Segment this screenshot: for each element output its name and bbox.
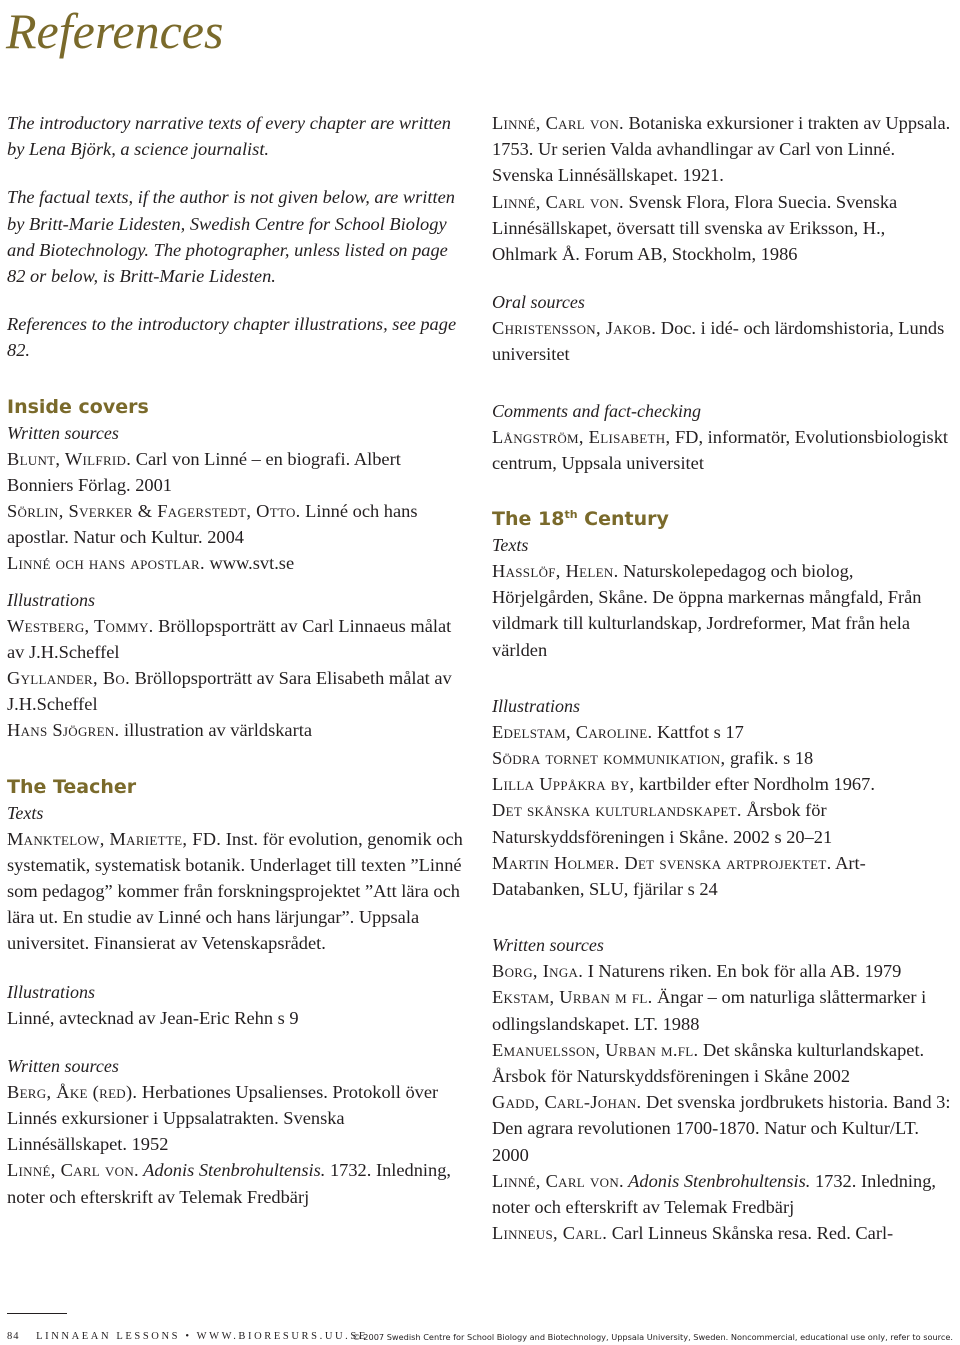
reference-author: Sörlin, Sverker & Fagerstedt, Otto. <box>7 501 301 522</box>
subheading-illustrations: Illustrations <box>7 981 96 1002</box>
reference-author: Det skånska kulturlandskapet. <box>492 800 742 821</box>
reference-text: 1732. Inledning, noter och efterskrift av Telemak Fredbärj <box>7 1160 452 1207</box>
subheading-written-sources: Written sources <box>492 935 604 956</box>
reference-list <box>492 958 954 1246</box>
reference-text: Art-Databanken, SLU, fjärilar s 24 <box>492 852 866 900</box>
reference-text: grafik. s 18 <box>725 748 814 769</box>
reference-text: Det skånska kulturlandskapet. Årsbok för Naturskyddsföreningen i Skåne 2002 <box>492 1039 925 1087</box>
subheading-written-sources: Written sources <box>7 1055 119 1076</box>
reference-entry <box>492 189 954 268</box>
section-heading-18th-century: The 18th Century <box>492 508 669 531</box>
reference-author: Hans Sjögren. <box>7 720 120 741</box>
reference-text: FD, informatör, Evolutionsbiologiskt centrum, Uppsala universitet <box>492 426 949 473</box>
reference-author: Linné, Carl von. <box>492 191 624 212</box>
reference-entry <box>7 1079 469 1158</box>
reference-list <box>492 719 954 902</box>
reference-text: Det svenska jordbrukets historia. Band 3: Den agrara revolutionen 1700-1870. Natur och Kultur/LT. 2000 <box>492 1092 951 1165</box>
reference-author: Gyllander, Bo. <box>7 668 130 689</box>
reference-author: Gadd, Carl-Johan. <box>492 1092 642 1113</box>
reference-entry <box>492 315 954 367</box>
reference-text: Inst. för evolution, genomik och systematik, systematisk botanik. Underlaget till texten ”Linné som pedagog” kommer från forskningsprojektet ”Att lära och lära ut. En studie av Linné och hans lärjungar”. Uppsala universitet. Finansierat av Vetenskapsrådet. <box>7 828 463 954</box>
page-number: 84 <box>7 1331 20 1342</box>
reference-list <box>7 1079 469 1210</box>
reference-text: illustration av världskarta <box>119 720 312 741</box>
reference-text: kartbilder efter Nordholm 1967. <box>634 774 875 795</box>
right-column <box>492 110 954 1247</box>
reference-author: Linné, Carl von. <box>7 1160 139 1181</box>
reference-author: Södra tornet kommunikation, <box>492 748 726 769</box>
reference-text: Bröllopsporträtt av Sara Elisabeth målat av J.H.Scheffel <box>7 668 452 715</box>
subheading-texts: Texts <box>492 535 529 556</box>
reference-author: Borg, Inga. <box>492 961 584 982</box>
section-heading-inside-covers: Inside covers <box>7 395 149 418</box>
reference-author: Långström, Elisabeth, <box>492 426 671 447</box>
reference-entry <box>492 745 954 771</box>
reference-text: Herbationes Upsalienses. Protokoll över Linnés exkursioner i Uppsalatrakten. Svenska Linnésällskapet. 1952 <box>7 1081 439 1155</box>
century-section <box>492 506 954 1246</box>
reference-author: Edelstam, Caroline. <box>492 721 653 742</box>
reference-text: 1732. Inledning, noter och efterskrift av Telemak Fredbärj <box>492 1170 937 1218</box>
reference-author: Martin Holmer. Det svenska artprojektet. <box>492 852 832 873</box>
reference-author: Manktelow, Mariette, FD. <box>7 828 222 849</box>
reference-entry <box>7 717 469 743</box>
teacher-section <box>7 774 469 1210</box>
reference-author: Berg, Åke (red). <box>7 1081 138 1102</box>
reference-text: Carl Linneus Skånska resa. Red. Carl- <box>607 1223 894 1244</box>
reference-author: Linné, Carl von. <box>492 113 624 133</box>
reference-text: Botaniska exkursioner i trakten av Uppsala. 1753. Ur serien Valda avhandlingar av Carl von Linné. Svenska Linnésällskapet. 1921. <box>492 113 951 186</box>
reference-entry <box>492 771 954 797</box>
reference-list <box>492 315 954 367</box>
page-footer <box>7 1330 957 1344</box>
reference-text: I Naturens riken. En bok för alla AB. 1979 <box>583 961 902 982</box>
reference-entry <box>492 719 954 745</box>
reference-text: Carl von Linné – en biografi. Albert Bonniers Förlag. 2001 <box>7 448 401 495</box>
reference-entry <box>492 1037 954 1089</box>
reference-entry <box>7 1157 469 1209</box>
reference-author: Emanuelsson, Urban m.fl. <box>492 1039 699 1060</box>
subheading-illustrations: Illustrations <box>7 589 96 610</box>
reference-entry <box>492 984 954 1036</box>
reference-entry <box>7 665 469 717</box>
reference-list <box>492 110 954 267</box>
inside-covers-section <box>7 394 469 744</box>
reference-author: Linné, Carl von. <box>492 1170 624 1191</box>
section-heading-teacher: The Teacher <box>7 775 137 798</box>
intro-factual-note: The factual texts, if the author is not given below, are written by Britt-Marie Lidesten, Swedish Centre for School Biology and Biotechnology. The photographer, unless listed on page 82 or below, is Britt-Marie Lidesten. <box>7 187 455 287</box>
reference-entry <box>7 498 469 550</box>
reference-text: Kattfot s 17 <box>652 721 744 742</box>
subheading-oral-sources: Oral sources <box>492 292 585 313</box>
reference-text: Bröllopsporträtt av Carl Linnaeus målat av J.H.Scheffel <box>7 615 452 662</box>
reference-entry <box>7 446 469 498</box>
reference-text: Doc. i idé- och lärdomshistoria, Lunds universitet <box>492 318 945 365</box>
reference-entry <box>7 826 469 957</box>
reference-text: Linné och hans apostlar. Natur och Kultur. 2004 <box>7 501 418 548</box>
reference-list <box>492 424 954 476</box>
reference-author: Ekstam, Urban m fl. <box>492 987 653 1008</box>
reference-author: Christensson, Jakob. <box>492 318 657 339</box>
subheading-written-sources: Written sources <box>7 422 119 443</box>
page-title: References <box>6 3 224 59</box>
reference-author: Blunt, Wilfrid. <box>7 448 132 469</box>
publication-link[interactable]: LINNAEAN LESSONS • WWW.BIORESURS.UU.SE <box>36 1331 368 1342</box>
left-column <box>7 110 469 1210</box>
reference-list <box>7 826 469 957</box>
reference-text: Årsbok för Naturskyddsföreningen i Skåne. 2002 s 20–21 <box>492 800 833 847</box>
footer-rule <box>7 1313 67 1314</box>
intro-narrative-note: The introductory narrative texts of every chapter are written by Lena Björk, a science journalist. <box>7 113 452 160</box>
reference-entry <box>492 558 954 663</box>
reference-text: Svensk Flora, Flora Suecia. Svenska Linnésällskapet, översatt till svenska av Eriksson, H., Ohlmark Å. Forum AB, Stockholm, 1986 <box>492 191 898 265</box>
reference-entry <box>492 1220 954 1246</box>
reference-text: Ängar – om naturliga slåttermarker i odlingslandskapet. LT. 1988 <box>492 987 927 1034</box>
reference-entry <box>492 1089 954 1168</box>
copyright-notice: © 2007 Swedish Centre for School Biology and Biotechnology, Uppsala University, Sweden. Noncommercial, educational use only, refer to source. <box>352 1332 953 1342</box>
subheading-texts: Texts <box>7 802 44 823</box>
reference-text: Naturskolepedagog och biolog, Hörjelgården, Skåne. De öppna markernas mångfald, Från vildmark till kulturlandskap, Jordreformer, Mat från hela världen <box>492 561 922 660</box>
reference-entry <box>492 850 954 902</box>
subheading-illustrations: Illustrations <box>492 695 581 716</box>
reference-author: Hasslöf, Helen. <box>492 561 619 582</box>
reference-author: Linneus, Carl. <box>492 1223 608 1244</box>
reference-list <box>7 446 469 577</box>
intro-illustrations-note: References to the introductory chapter illustrations, see page 82. <box>7 314 457 361</box>
subheading-comments: Comments and fact-checking <box>492 400 701 421</box>
reference-list <box>492 558 954 663</box>
reference-entry <box>492 424 954 476</box>
reference-entry <box>492 1168 954 1220</box>
reference-entry <box>7 550 469 576</box>
reference-entry <box>492 958 954 984</box>
reference-list <box>7 613 469 744</box>
reference-entry <box>492 110 954 189</box>
reference-entry <box>7 613 469 665</box>
reference-author: Linné och hans apostlar. <box>7 553 205 574</box>
reference-title: Adonis Stenbrohultensis. <box>138 1160 326 1181</box>
reference-title: Adonis Stenbrohultensis. <box>623 1170 811 1191</box>
illustration-entry: Linné, avtecknad av Jean-Eric Rehn s 9 <box>7 1007 299 1028</box>
reference-entry <box>492 797 954 849</box>
reference-author: Lilla Uppåkra by, <box>492 774 635 795</box>
reference-text: www.svt.se <box>204 553 295 574</box>
reference-author: Westberg, Tommy. <box>7 615 154 636</box>
